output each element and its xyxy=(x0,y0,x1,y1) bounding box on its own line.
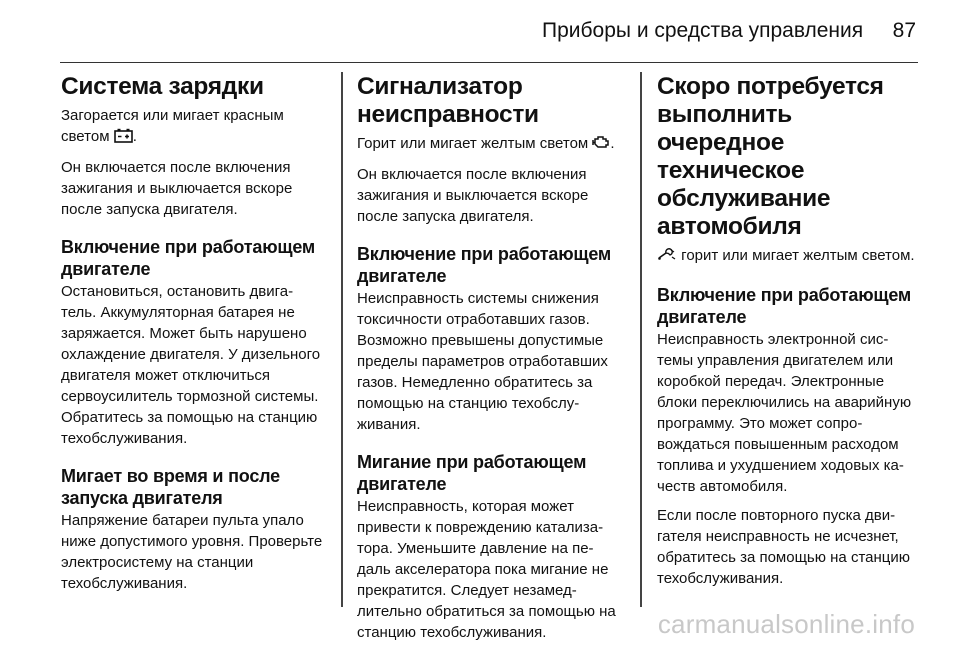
watermark: carmanualsonline.info xyxy=(657,609,915,639)
section-heading: Сигнализатор неисправности xyxy=(357,73,539,128)
subsection-heading: Включение при работающем двигателе xyxy=(657,285,912,327)
column-divider xyxy=(341,72,343,607)
subsection-heading: Включение при работающем двигателе xyxy=(357,244,612,286)
paragraph: Загорается или мигает красным светом . xyxy=(61,105,323,149)
subsection-heading: Мигание при работающем двигателе xyxy=(357,452,587,494)
section-heading: Система зарядки xyxy=(61,73,264,100)
battery-icon xyxy=(114,128,133,149)
paragraph: Напряжение батареи пульта упало ниже допустимого уровня. Проверьте электросистему на станции техобслуживания. xyxy=(61,512,323,592)
page-header xyxy=(60,0,918,63)
paragraph: Неисправность системы снижения токсичности отработавших газов. Возможно превышены допустимые пределы параметров отработавших газов. Немедленно обратитесь за помощью на станцию техобслуживания. xyxy=(357,290,608,433)
service-wrench-icon xyxy=(657,247,677,268)
paragraph: горит или мигает желтым светом. xyxy=(657,245,919,268)
paragraph: Он включается после включения зажигания и выключается вскоре после запуска двигателя. xyxy=(357,166,589,225)
column-malfunction-indicator xyxy=(357,73,619,651)
paragraph: Остановиться, остановить двигатель. Аккумуляторная батарея не заряжается. Может быть нарушено охлаждение двигателя. У дизельного двигателя может отключиться сервоусилитель тормозной системы. Обратитесь за помощью на станцию техобслуживания. xyxy=(61,283,321,447)
section-heading: Скоро потребуется выполнить очередное техническое обслуживание автомобиля xyxy=(657,73,884,240)
subsection-heading: Мигает во время и после запуска двигателя xyxy=(61,466,280,508)
paragraph: Если после повторного пуска двигателя неисправность не исчезнет, обратитесь за помощью на станцию техобслуживания. xyxy=(657,507,910,587)
page-number: 87 xyxy=(892,19,916,42)
paragraph: Неисправность, которая может привести к повреждению катализатора. Уменьшите давление на педаль акселератора пока мигание не прекратится. Следует незамедлительно обратиться за помощью на станцию техобслуживания. xyxy=(357,498,616,641)
subsection-heading: Включение при работающем двигателе xyxy=(61,237,316,279)
column-divider xyxy=(640,72,642,607)
page-title: Приборы и средства управления xyxy=(542,19,864,42)
paragraph: Неисправность электронной системы управления двигателем или коробкой передач. Электронные блоки переключились на аварийную программу. Это может сопровождаться повышенным расходом топлива и ухудшением ходовых качеств автомобиля. xyxy=(657,331,912,495)
paragraph: Горит или мигает желтым светом . xyxy=(357,133,619,156)
paragraph: Он включается после включения зажигания и выключается вскоре после запуска двигателя. xyxy=(61,159,293,218)
check-engine-icon xyxy=(592,134,610,156)
column-charging-system xyxy=(61,73,323,602)
column-service-vehicle xyxy=(657,73,919,597)
